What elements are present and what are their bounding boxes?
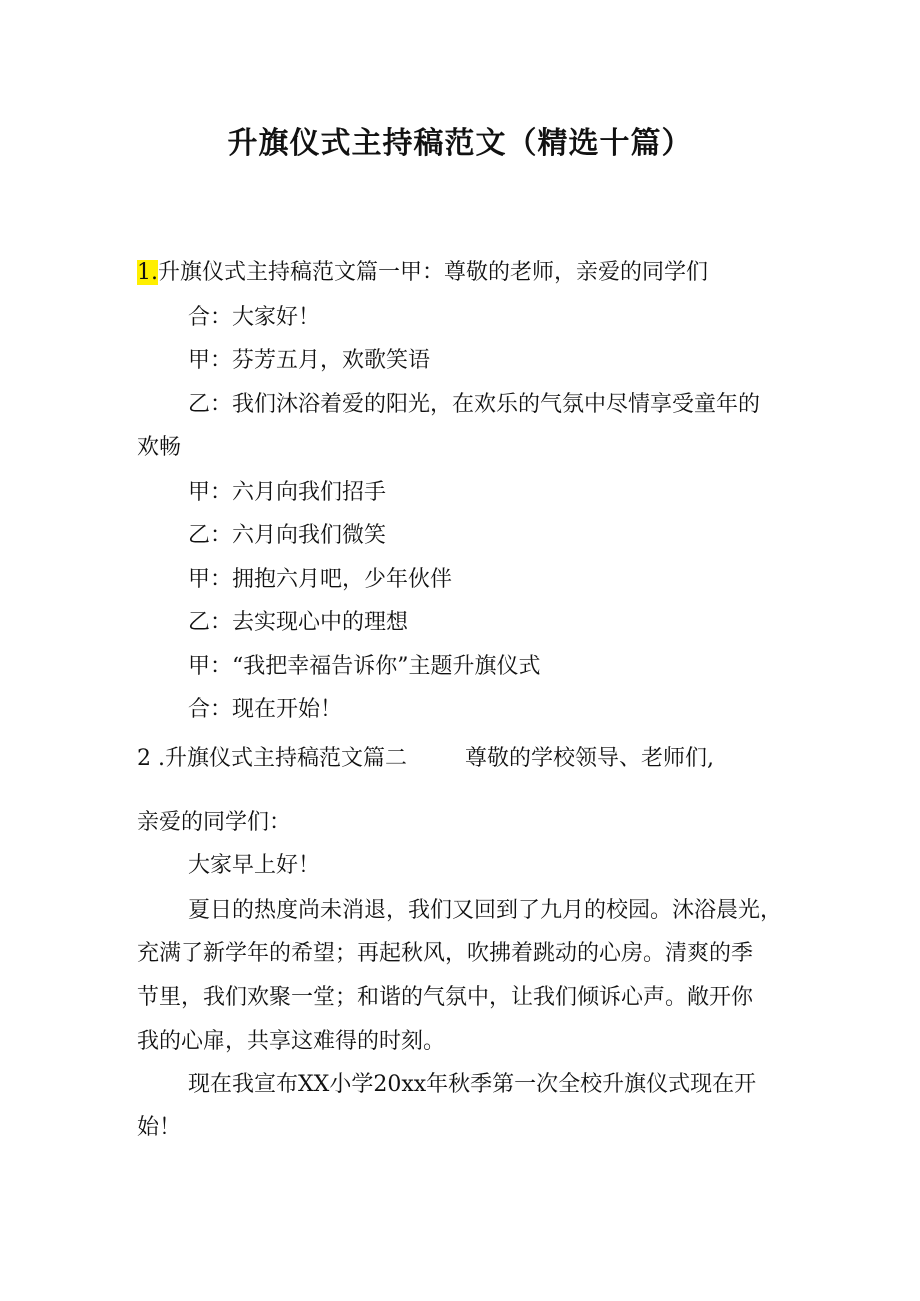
dialogue-line: 合：现在开始！ <box>188 697 343 722</box>
section1-heading <box>137 258 708 288</box>
dialogue-line: 乙：我们沐浴着爱的阳光，在欢乐的气氛中尽情享受童年的 <box>188 392 761 417</box>
paragraph-line: 夏日的热度尚未消退，我们又回到了九月的校园。沐浴晨光， <box>188 898 783 923</box>
paragraph-line: 现在我宣布XX小学20xx年秋季第一次全校升旗仪式现在开 <box>188 1072 757 1097</box>
dialogue-line: 乙：去实现心中的理想 <box>188 610 409 635</box>
dialogue-line: 乙：六月向我们微笑 <box>188 523 387 548</box>
paragraph-line: 亲爱的同学们： <box>137 810 292 835</box>
dialogue-line: 甲：“我把幸福告诉你”主题升旗仪式 <box>188 654 541 679</box>
dialogue-line: 甲：拥抱六月吧，少年伙伴 <box>188 567 453 592</box>
dialogue-line: 合：大家好！ <box>188 305 321 330</box>
paragraph-line: 充满了新学年的希望；再起秋风，吹拂着跳动的心房。清爽的季 <box>137 941 754 966</box>
paragraph-line: 大家早上好！ <box>188 853 321 878</box>
paragraph-line: 始！ <box>137 1115 182 1140</box>
section1-heading-text: 升旗仪式主持稿范文篇一甲：尊敬的老师，亲爱的同学们 <box>158 260 709 285</box>
dialogue-line: 甲：芬芳五月，欢歌笑语 <box>188 348 431 373</box>
paragraph-line: 节里，我们欢聚一堂；和谐的气氛中，让我们倾诉心声。敞开你 <box>137 985 754 1010</box>
highlighted-number: 1. <box>137 260 158 285</box>
section2-heading-left: 2 .升旗仪式主持稿范文篇二 <box>137 746 407 771</box>
section2-heading-right: 尊敬的学校领导、老师们, <box>464 746 714 771</box>
document-title: 升旗仪式主持稿范文（精选十篇） <box>227 126 693 161</box>
paragraph-line: 我的心扉，共享这难得的时刻。 <box>137 1029 446 1054</box>
section2-heading <box>137 744 714 774</box>
dialogue-line-continued: 欢畅 <box>137 435 182 460</box>
dialogue-line: 甲：六月向我们招手 <box>188 480 387 505</box>
